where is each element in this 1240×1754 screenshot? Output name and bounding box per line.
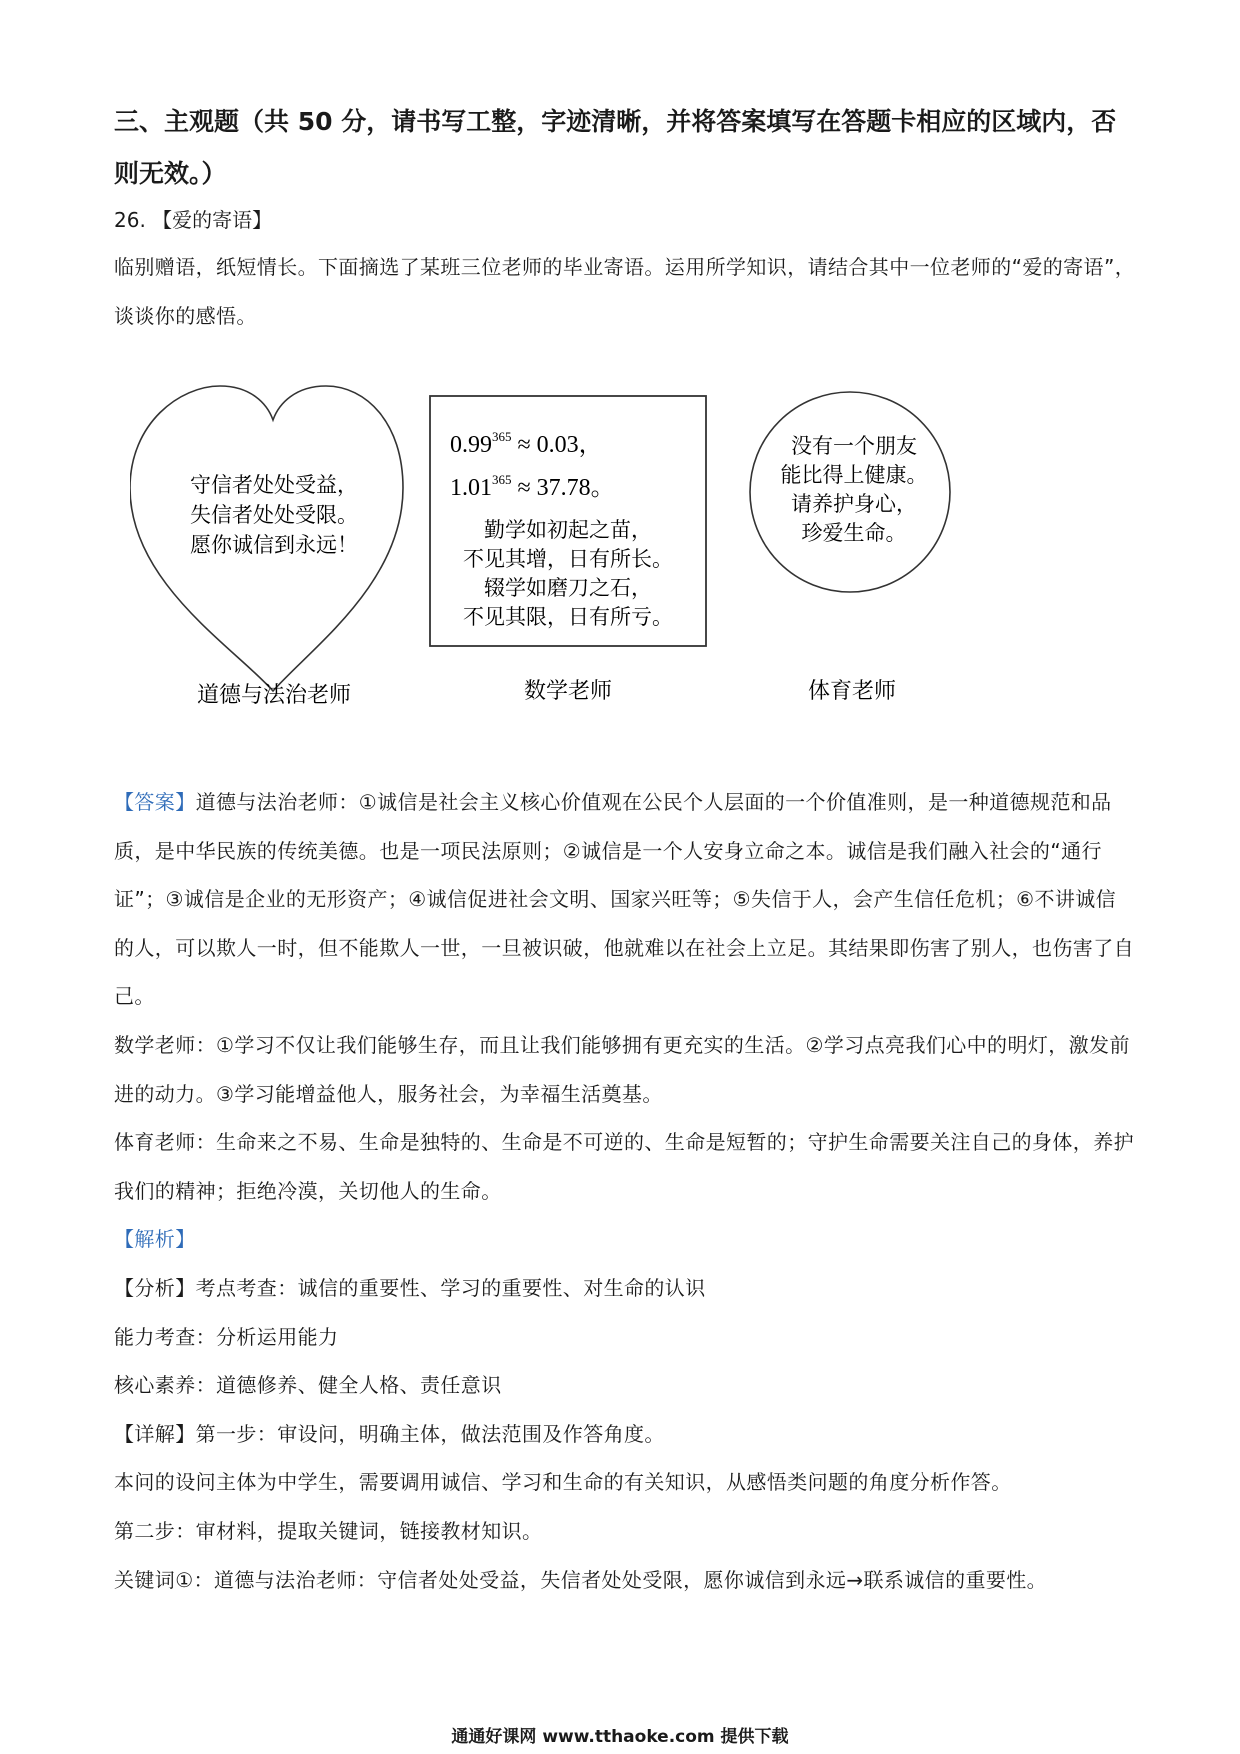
heart-line-2: 失信者处处受限。 — [190, 503, 358, 527]
analysis-line-7: 关键词①：道德与法治老师：守信者处处受益，失信者处处受限，愿你诚信到永远→联系诚信的重要性。 — [114, 1567, 1048, 1592]
circle-line-2: 能比得上健康。 — [780, 463, 928, 487]
heart-line-3: 愿你诚信到永远！ — [190, 533, 358, 557]
math-formula-1-base: 0.99 — [450, 432, 492, 458]
heart-line-1: 守信者处处受益， — [190, 473, 358, 497]
answer-tag: 【答案】 — [114, 790, 196, 814]
math-formula-1-exp: 365 — [492, 429, 512, 444]
answer-paragraph-3: 体育老师：生命来之不易、生命是独特的、生命是不可逆的、生命是短暂的；守护生命需要关注自己的身体，养护我们的精神；拒绝冷漠，关切他人的生命。 — [114, 1130, 1134, 1203]
answer-analysis-block — [114, 778, 1136, 1604]
math-formula-2 — [450, 472, 615, 501]
box-line-1: 勤学如初起之苗， — [484, 518, 652, 542]
math-formula-2-base: 1.01 — [450, 475, 492, 501]
box-caption: 数学老师 — [523, 679, 613, 704]
analysis-line-3: 核心素养：道德修养、健全人格、责任意识 — [114, 1373, 502, 1398]
math-formula-2-rest: ≈ 37.78。 — [511, 475, 615, 501]
circle-line-1: 没有一个朋友 — [791, 434, 917, 458]
analysis-line-1: 【分析】考点考查：诚信的重要性、学习的重要性、对生命的认识 — [114, 1275, 706, 1300]
analysis-tag: 【解析】 — [114, 1227, 196, 1252]
analysis-line-5: 本问的设问主体为中学生，需要调用诚信、学习和生命的有关知识，从感悟类问题的角度分析作答。 — [114, 1470, 1012, 1495]
math-formula-1 — [450, 429, 603, 458]
box-line-3: 辍学如磨刀之石， — [484, 576, 652, 600]
circle-line-3: 请养护身心， — [791, 492, 917, 516]
box-line-4: 不见其限，日有所亏。 — [463, 605, 673, 629]
analysis-line-4: 【详解】第一步：审设问，明确主体，做法范围及作答角度。 — [114, 1421, 665, 1446]
analysis-line-2: 能力考查：分析运用能力 — [114, 1324, 339, 1349]
section-title: 三、主观题（共 50 分，请书写工整，字迹清晰，并将答案填写在答题卡相应的区域内，否则无效。） — [114, 107, 1117, 188]
box-line-2: 不见其增，日有所长。 — [463, 547, 673, 571]
math-formula-1-rest: ≈ 0.03， — [511, 432, 603, 458]
question-number: 26. 【爱的寄语】 — [114, 208, 273, 232]
teacher-messages-figure — [130, 380, 1110, 720]
answer-paragraph-2: 数学老师：①学习不仅让我们能够生存，而且让我们能够拥有更充实的生活。②学习点亮我们心中的明灯，激发前进的动力。③学习能增益他人，服务社会，为幸福生活奠基。 — [114, 1032, 1130, 1106]
answer-text-1: 道德与法治老师：①诚信是社会主义核心价值观在公民个人层面的一个价值准则，是一种道德规范和品质，是中华民族的传统美德。也是一项民法原则；②诚信是一个人安身立命之本。诚信是我们融入社会的“通行证”；③诚信是企业的无形资产；④诚信促进社会文明、国家兴旺等；⑤失信于人，会产生信任危机；⑥不讲诚信的人，可以欺人一时，但不能欺人一世，一旦被识破，他就难以在社会上立足。其结果即伤害了别人，也伤害了自己。 — [114, 790, 1134, 1009]
analysis-line-6: 第二步：审材料，提取关键词，链接教材知识。 — [114, 1518, 543, 1543]
footer-source: 通通好课网 www.tthaoke.com 提供下载 — [451, 1727, 789, 1747]
heart-caption: 道德与法治老师 — [196, 683, 352, 708]
circle-line-4: 珍爱生命。 — [801, 521, 907, 545]
circle-caption: 体育老师 — [807, 679, 897, 704]
question-prompt: 临别赠语，纸短情长。下面摘选了某班三位老师的毕业寄语。运用所学知识，请结合其中一位老师的“爱的寄语”，谈谈你的感悟。 — [114, 255, 1136, 328]
math-formula-2-exp: 365 — [492, 472, 512, 487]
answer-paragraph-1 — [114, 778, 1136, 1021]
